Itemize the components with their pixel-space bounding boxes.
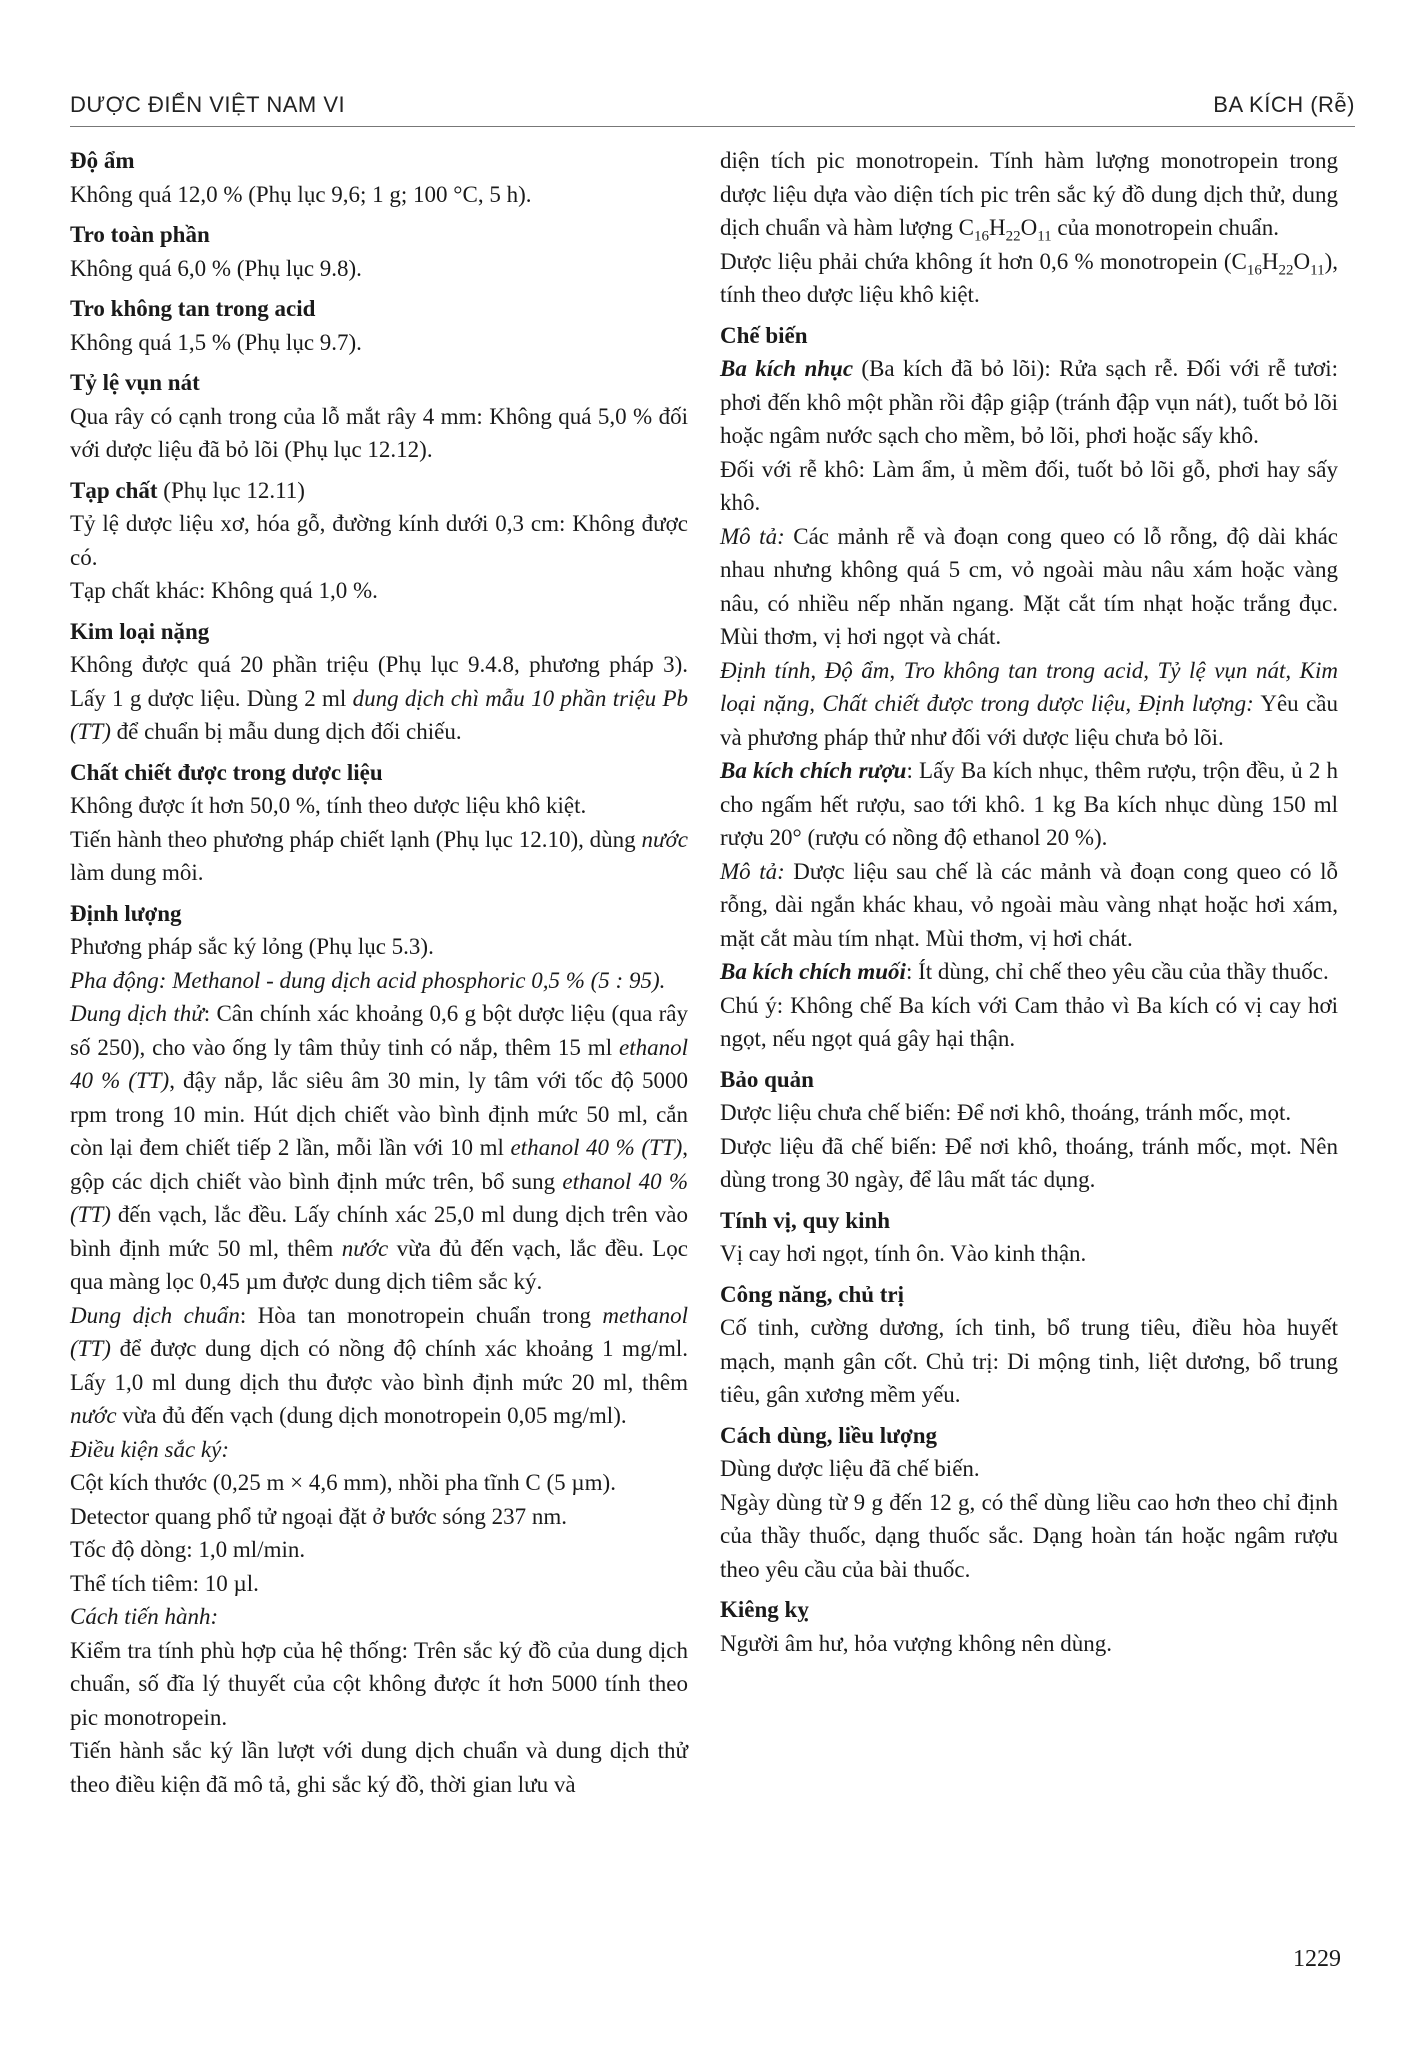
- section-dinh-luong-continued: [720, 144, 1338, 312]
- formula-element: O: [1293, 248, 1311, 274]
- section-text: Đối với rễ khô: Làm ẩm, ủ mềm đối, tuốt bỏ lõi gỗ, phơi hay sấy khô.: [720, 456, 1338, 515]
- text-run: , đậy nắp, lắc siêu âm 30 min, ly tâm với tốc độ 5000 rpm trong 10 min. Hút dịch chiết vào bình định mức 50 ml, cắn còn lại đem chiết tiếp 2 lần, mỗi lần với 10 ml: [70, 1068, 689, 1160]
- reagent-name: ethanol 40 % (TT): [70, 1034, 688, 1093]
- right-column: [720, 144, 1338, 1667]
- subheading-label: Cách tiến hành:: [70, 1604, 219, 1629]
- section-text: [720, 654, 1338, 755]
- text-run: để được dung dịch có nồng độ chính xác khoảng 1 mg/ml. Lấy 1,0 ml dung dịch thu được vào bình định mức 20 ml, thêm: [70, 1336, 688, 1395]
- subheading-label: Ba kích nhục: [720, 356, 854, 381]
- section-heading: Tro không tan trong acid: [70, 296, 316, 321]
- reagent-name: ethanol 40 % (TT): [70, 1168, 689, 1227]
- section-heading: Bảo quản: [720, 1066, 814, 1092]
- reagent-name: nước: [70, 1403, 117, 1428]
- section-text: Dược liệu chưa chế biến: Để nơi khô, thoáng, tránh mốc, mọt.: [720, 1100, 1292, 1125]
- text-run: , gộp các dịch chiết vào bình định mức trên, bổ sung: [70, 1135, 688, 1194]
- text-run: (Ba kích đã bỏ lõi): Rửa sạch rễ. Đối với rễ tươi: phơi đến khô một phần rồi đập giập (tránh đập vụn nát), tuốt bỏ lõi hoặc ngâm nước sạch cho mềm, bỏ lõi, phơi hoặc sấy khô.: [720, 356, 1338, 448]
- subheading-label: Định tính, Độ ẩm, Tro không tan trong acid, Tỷ lệ vụn nát, Kim loại nặng, Chất chiết được trong dược liệu, Định lượng:: [720, 657, 1338, 716]
- section-text: Cố tinh, cường dương, ích tinh, bổ trung tiêu, điều hòa huyết mạch, mạnh gân cốt. Chủ trị: Di mộng tinh, liệt dương, bổ trung tiêu, gân xương mềm yếu.: [720, 1315, 1338, 1407]
- formula-subscript: 22: [1005, 228, 1021, 245]
- flow-rate: Tốc độ dòng: 1,0 ml/min.: [70, 1537, 306, 1562]
- text-run: : Ít dùng, chỉ chế theo yêu cầu của thầy thuốc.: [905, 959, 1329, 984]
- mobile-phase: Pha động: Methanol - dung dịch acid phosphoric 0,5 % (5 : 95).: [70, 967, 666, 993]
- section-text: Tạp chất khác: Không quá 1,0 %.: [70, 578, 378, 603]
- method-text: Phương pháp sắc ký lỏng (Phụ lục 5.3).: [70, 934, 434, 959]
- heading-text: Tạp chất: [70, 477, 158, 503]
- formula-subscript: 11: [1037, 228, 1052, 245]
- section-text: [720, 520, 1338, 654]
- text-run: để chuẩn bị mẫu dung dịch đối chiếu.: [110, 719, 462, 744]
- section-text: [70, 823, 688, 890]
- section-text: Dược liệu đã chế biến: Để nơi khô, thoáng, tránh mốc, mọt. Nên dùng trong 30 ngày, để lâu mất tác dụng.: [720, 1133, 1338, 1192]
- subheading-label: Dung dịch thử: [70, 1001, 204, 1026]
- text-run: Dược liệu phải chứa không ít hơn 0,6 % monotropein (C: [720, 248, 1247, 274]
- system-suitability: Kiểm tra tính phù hợp của hệ thống: Trên sắc ký đồ của dung dịch chuẩn, số đĩa lý thuyết của cột không được ít hơn 5000 tính theo pic monotropein.: [70, 1637, 688, 1730]
- text-run: vừa đủ đến vạch (dung dịch monotropein 0,05 mg/ml).: [116, 1403, 627, 1428]
- section-heading: Định lượng: [70, 900, 182, 926]
- left-column: [70, 144, 688, 1808]
- section-heading: Tỷ lệ vụn nát: [70, 370, 200, 395]
- section-text: Không quá 1,5 % (Phụ lục 9.7).: [70, 329, 362, 355]
- section-dinh-luong: [70, 897, 688, 1802]
- section-heading: Công năng, chủ trị: [720, 1281, 905, 1307]
- note-text: Chú ý: Không chế Ba kích với Cam thảo vì Ba kích có vị cay hơi ngọt, nếu ngọt quá gây hại thận.: [720, 992, 1338, 1051]
- injection-volume: Thể tích tiêm: 10 µl.: [70, 1570, 259, 1596]
- section-text: [70, 648, 688, 749]
- reagent-name: nước: [341, 1235, 389, 1261]
- subheading-label: Ba kích chích muối: [720, 959, 906, 984]
- column-spec: Cột kích thước (0,25 m × 4,6 mm), nhồi pha tĩnh C (5 µm).: [70, 1470, 616, 1495]
- header-book-title: DƯỢC ĐIỂN VIỆT NAM VI: [70, 92, 346, 117]
- section-text: [720, 754, 1338, 855]
- section-heading: Tính vị, quy kinh: [720, 1207, 891, 1233]
- section-heading: Cách dùng, liều lượng: [720, 1422, 937, 1448]
- section-heading: Độ ẩm: [70, 148, 135, 173]
- formula-element: O: [1020, 215, 1038, 240]
- section-cach-dung: [720, 1419, 1338, 1587]
- section-heading: Chế biến: [720, 322, 808, 348]
- procedure-text: Tiến hành sắc ký lần lượt với dung dịch chuẩn và dung dịch thử theo điều kiện đã mô tả, ghi sắc ký đồ, thời gian lưu và: [70, 1738, 688, 1797]
- section-text: Không quá 12,0 % (Phụ lục 9,6; 1 g; 100 °C, 5 h).: [70, 181, 532, 207]
- text-run: vừa đủ đến vạch, lắc đều. Lọc qua màng lọc 0,45 µm được dung dịch tiêm sắc ký.: [70, 1235, 688, 1294]
- text-run: : Hòa tan monotropein chuẩn trong: [239, 1302, 603, 1328]
- section-text: Vị cay hơi ngọt, tính ôn. Vào kinh thận.: [720, 1241, 1087, 1266]
- section-tinh-vi: [720, 1204, 1338, 1271]
- section-che-bien: [720, 319, 1338, 1056]
- section-text: [720, 352, 1338, 453]
- subheading-label: Điều kiện sắc ký:: [70, 1436, 230, 1462]
- formula-subscript: 11: [1310, 262, 1325, 279]
- detector-spec: Detector quang phổ tử ngoại đặt ở bước sóng 237 nm.: [70, 1503, 568, 1529]
- section-kieng-ky: [720, 1593, 1338, 1660]
- test-solution: [70, 997, 688, 1299]
- section-text: Không được ít hơn 50,0 %, tính theo dược liệu khô kiệt.: [70, 793, 587, 818]
- section-ty-le-vun-nat: [70, 366, 688, 467]
- section-tro-toan-phan: [70, 218, 688, 285]
- section-chat-chiet: [70, 756, 688, 890]
- text-run: : Lấy Ba kích nhục, thêm rượu, trộn đều, ủ 2 h cho ngấm hết rượu, sao tới khô. 1 kg Ba kích nhục dùng 150 ml rượu 20° (rượu có nồng độ ethanol 20 %).: [720, 758, 1338, 850]
- section-text: Người âm hư, hỏa vượng không nên dùng.: [720, 1630, 1112, 1656]
- text-run: Dược liệu sau chế là các mảnh và đoạn cong queo có lỗ rỗng, dài ngắn khác khau, vỏ ngoài màu vàng nhạt hoặc hơi xám, mặt cắt màu tím nhạt. Mùi thơm, vị hơi chát.: [720, 858, 1338, 951]
- section-heading: Kim loại nặng: [70, 618, 210, 644]
- text-run: Tiến hành theo phương pháp chiết lạnh (Phụ lục 12.10), dùng: [70, 826, 642, 852]
- text-run: Các mảnh rễ và đoạn cong queo có lỗ rỗng, độ dài khác nhau nhưng không quá 5 cm, vỏ ngoài màu nâu xám hoặc vàng nâu, có nhiều nếp nhăn ngang. Mặt cắt tím nhạt hoặc trắng đục. Mùi thơm, vị hơi ngọt và chát.: [720, 523, 1338, 649]
- text-run: diện tích pic monotropein. Tính hàm lượng monotropein trong dược liệu dựa vào diện tích pic trên sắc ký đồ dung dịch thử, dung dịch chuẩn và hàm lượng C: [720, 148, 1338, 240]
- standard-solution: [70, 1299, 688, 1433]
- reagent-name: methanol (TT): [70, 1302, 689, 1361]
- section-text: Không quá 6,0 % (Phụ lục 9.8).: [70, 255, 362, 281]
- section-text: Tỷ lệ dược liệu xơ, hóa gỗ, đường kính dưới 0,3 cm: Không được có.: [70, 511, 688, 570]
- requirement-text: [720, 245, 1338, 312]
- text-run: : Cân chính xác khoảng 0,6 g bột dược liệu (qua rây số 250), cho vào ống ly tâm thủy tinh có nắp, thêm 15 ml: [70, 1001, 688, 1060]
- subheading-label: Ba kích chích rượu: [720, 758, 907, 783]
- section-kim-loai-nang: [70, 615, 688, 749]
- page-number: 1229: [1293, 1946, 1341, 1972]
- section-text: Dùng dược liệu đã chế biến.: [720, 1456, 980, 1481]
- section-text: [720, 955, 1338, 989]
- text-run: Không được quá 20 phần triệu (Phụ lục 9.4.8, phương pháp 3). Lấy 1 g dược liệu. Dùng 2 ml: [70, 652, 688, 711]
- section-do-am: [70, 144, 688, 211]
- section-tro-khong-tan: [70, 292, 688, 359]
- text-run: Yêu cầu và phương pháp thử như đối với dược liệu chưa bỏ lõi.: [720, 691, 1338, 750]
- formula-subscript: 16: [1246, 262, 1262, 279]
- heading-reference: (Phụ lục 12.11): [157, 477, 305, 503]
- section-text: [720, 855, 1338, 956]
- formula-element: H: [988, 215, 1006, 240]
- formula-subscript: 22: [1278, 262, 1294, 279]
- header-rule: [70, 126, 1355, 127]
- reagent-name: ethanol 40 % (TT): [510, 1135, 683, 1160]
- calculation-text: [720, 144, 1338, 245]
- text-run: ), tính theo dược liệu khô kiệt.: [720, 248, 1338, 307]
- section-heading: Tro toàn phần: [70, 222, 210, 247]
- formula-element: H: [1261, 248, 1279, 274]
- text-run: làm dung môi.: [70, 860, 204, 885]
- section-bao-quan: [720, 1063, 1338, 1197]
- subheading-label: Mô tả:: [720, 858, 785, 884]
- text-run: của monotropein chuẩn.: [1051, 215, 1280, 240]
- section-heading: Chất chiết được trong dược liệu: [70, 759, 383, 785]
- section-text: Ngày dùng từ 9 g đến 12 g, có thể dùng liều cao hơn theo chỉ định của thầy thuốc, dạng thuốc sắc. Dạng hoàn tán hoặc ngâm rượu theo yêu cầu của bài thuốc.: [720, 1489, 1338, 1582]
- subheading-label: Mô tả:: [720, 523, 785, 549]
- subheading-label: Dung dịch chuẩn: [70, 1302, 240, 1328]
- reagent-name: dung dịch chì mẫu 10 phần triệu Pb (TT): [70, 685, 688, 744]
- text-run: đến vạch, lắc đều. Lấy chính xác 25,0 ml dung dịch trên vào bình định mức 50 ml, thêm: [70, 1202, 688, 1261]
- section-text: Qua rây có cạnh trong của lỗ mắt rây 4 mm: Không quá 5,0 % đối với dược liệu đã bỏ lõi (Phụ lục 12.12).: [70, 403, 688, 462]
- formula-subscript: 16: [973, 228, 989, 245]
- section-heading: [70, 474, 688, 508]
- header-monograph-title: BA KÍCH (Rễ): [1213, 92, 1355, 117]
- section-cong-nang: [720, 1278, 1338, 1412]
- reagent-name: nước: [641, 826, 688, 852]
- section-tap-chat: [70, 474, 688, 608]
- section-heading: Kiêng kỵ: [720, 1597, 809, 1622]
